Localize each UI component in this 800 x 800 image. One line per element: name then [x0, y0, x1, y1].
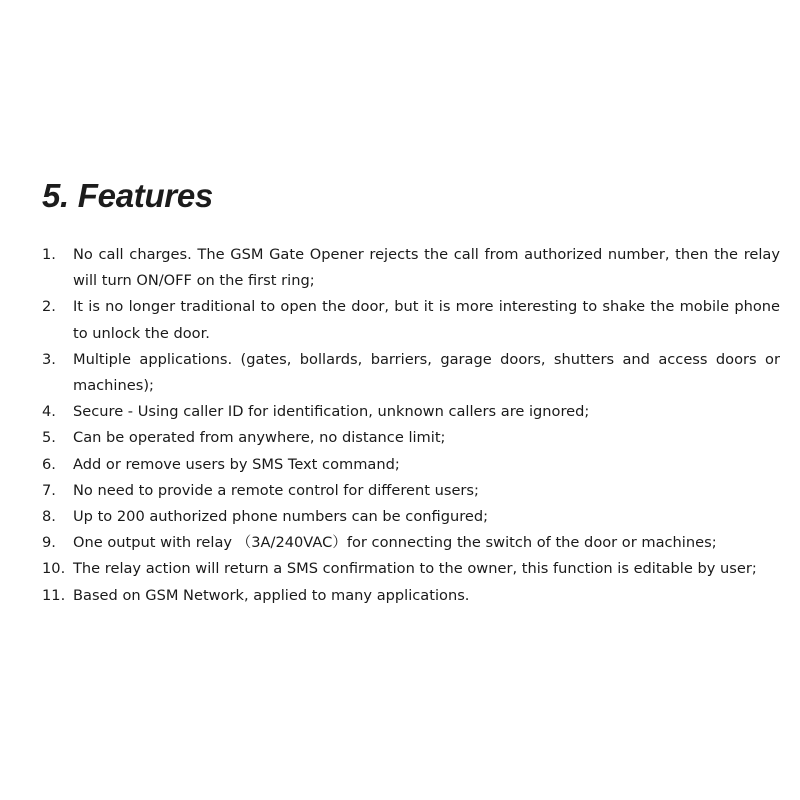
list-item-text: It is no longer traditional to open the door, but it is more interesting to shake the mobile phone to unlock the door.: [73, 298, 780, 342]
list-item: [42, 452, 780, 478]
list-item-text: Based on GSM Network, applied to many applications.: [73, 586, 470, 604]
list-item-text: Multiple applications. (gates, bollards, barriers, garage doors, shutters and access doors or machines);: [73, 350, 780, 395]
list-item-number: 11.: [42, 586, 66, 604]
list-item-text: Up to 200 authorized phone numbers can be configured;: [73, 508, 489, 526]
list-item-text: Secure - Using caller ID for identification, unknown callers are ignored;: [73, 403, 590, 421]
list-item: [42, 399, 780, 425]
list-item-number: 9.: [42, 534, 56, 552]
list-item-number: 5.: [42, 429, 56, 447]
list-item: [42, 242, 780, 294]
list-item-text: Can be operated from anywhere, no distance limit;: [73, 429, 446, 447]
list-item-number: 6.: [42, 455, 56, 473]
list-item-number: 1.: [42, 246, 56, 263]
list-item: [42, 504, 780, 530]
features-list: [42, 242, 780, 609]
list-item-number: 10.: [42, 560, 66, 578]
list-item-number: 2.: [42, 298, 56, 316]
list-item-text: The relay action will return a SMS confirmation to the owner, this function is editable by user;: [73, 560, 757, 578]
section-title: 5. Features: [42, 177, 213, 214]
list-item: [42, 530, 780, 556]
list-item-number: 3.: [42, 350, 56, 368]
list-item: [42, 556, 780, 582]
list-item: [42, 347, 780, 399]
list-item-number: 8.: [42, 508, 56, 526]
list-item-text: Add or remove users by SMS Text command;: [73, 455, 400, 473]
list-item-number: 7.: [42, 481, 56, 499]
list-item: [42, 583, 780, 609]
list-item: [42, 294, 780, 346]
list-item-text: No call charges. The GSM Gate Opener rejects the call from authorized number, then the relay will turn ON/OFF on the first ring;: [73, 246, 780, 290]
list-item: [42, 478, 780, 504]
list-item-text: One output with relay （3A/240VAC）for connecting the switch of the door or machines;: [73, 534, 717, 552]
list-item-number: 4.: [42, 403, 56, 421]
list-item: [42, 425, 780, 451]
list-item-text: No need to provide a remote control for different users;: [73, 481, 479, 499]
